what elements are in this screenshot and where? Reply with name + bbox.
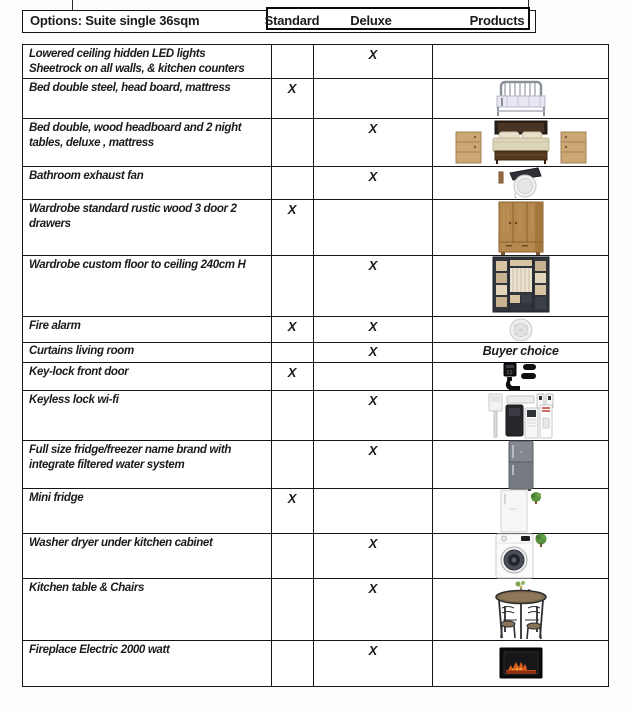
fridge-freezer-image	[508, 440, 534, 492]
eco-plant-icon	[530, 492, 540, 504]
crop-artifact-line	[72, 0, 73, 10]
standard-mark	[272, 256, 314, 316]
deluxe-mark: X	[314, 167, 434, 199]
table-row	[23, 119, 608, 167]
standard-mark	[272, 167, 314, 199]
standard-mark	[272, 45, 314, 78]
standard-mark: X	[272, 363, 314, 390]
feature-label: Wardrobe custom floor to ceiling 240cm H	[23, 256, 272, 316]
product-cell	[433, 45, 608, 78]
buyer-choice-note: Buyer choice	[482, 344, 559, 358]
product-cell	[433, 119, 608, 166]
deluxe-mark: X	[314, 579, 434, 640]
product-cell	[433, 534, 608, 578]
page-title: Options: Suite single 36sqm	[30, 13, 200, 28]
table-row	[23, 534, 608, 579]
custom-fabric-wardrobe-image	[492, 256, 550, 314]
standard-mark	[272, 391, 314, 440]
feature-label: Fire alarm	[23, 317, 272, 342]
deluxe-mark	[314, 79, 434, 118]
product-cell	[433, 391, 608, 440]
bed-double-steel-image	[494, 80, 548, 118]
product-cell	[433, 489, 608, 533]
deluxe-mark: X	[314, 534, 434, 578]
deluxe-mark: X	[314, 256, 434, 316]
feature-label: Washer dryer under kitchen cabinet	[23, 534, 272, 578]
column-header-deluxe: Deluxe	[350, 13, 392, 28]
product-cell	[433, 317, 608, 342]
standard-mark	[272, 119, 314, 166]
table-row	[23, 200, 608, 256]
product-cell	[433, 579, 608, 640]
feature-label: Full size fridge/freezer name brand with integrate filtered water system	[23, 441, 272, 488]
feature-label: Bathroom exhaust fan	[23, 167, 272, 199]
column-header-standard: Standard	[264, 13, 320, 28]
deluxe-mark: X	[314, 391, 434, 440]
smoke-detector-image	[508, 318, 534, 343]
table-row	[23, 343, 608, 363]
standard-mark	[272, 641, 314, 686]
deluxe-mark	[314, 363, 434, 390]
standard-mark	[272, 534, 314, 578]
product-cell	[433, 363, 608, 390]
feature-label: Curtains living room	[23, 343, 272, 362]
feature-label: Bed double steel, head board, mattress	[23, 79, 272, 118]
kitchen-table-chairs-image	[493, 580, 549, 642]
table-row	[23, 167, 608, 200]
deluxe-mark: X	[314, 317, 434, 342]
washer-dryer-image	[494, 530, 548, 580]
standard-mark	[272, 579, 314, 640]
table-row	[23, 489, 608, 534]
feature-label: Kitchen table & Chairs	[23, 579, 272, 640]
feature-label: Bed double, wood headboard and 2 night tables, deluxe , mattress	[23, 119, 272, 166]
table-row	[23, 579, 608, 641]
table-row	[23, 45, 608, 79]
deluxe-mark: X	[314, 45, 434, 78]
table-row	[23, 391, 608, 441]
feature-label: Wardrobe standard rustic wood 3 door 2 drawers	[23, 200, 272, 255]
feature-label: Keyless lock wi-fi	[23, 391, 272, 440]
mini-fridge-image	[497, 489, 545, 534]
product-cell	[433, 441, 608, 488]
options-table	[22, 44, 609, 687]
eco-plant-icon	[535, 534, 546, 548]
standard-mark	[272, 441, 314, 488]
product-cell	[433, 343, 608, 362]
standard-mark	[272, 343, 314, 362]
feature-label: Mini fridge	[23, 489, 272, 533]
product-cell	[433, 256, 608, 316]
bed-double-wood-image	[455, 120, 587, 166]
deluxe-mark: X	[314, 119, 434, 166]
product-cell	[433, 167, 608, 199]
rustic-wood-wardrobe-image	[498, 201, 544, 256]
deluxe-mark	[314, 489, 434, 533]
deluxe-mark: X	[314, 641, 434, 686]
keyless-smart-locks-image	[488, 392, 554, 440]
column-header-products: Products	[469, 13, 525, 28]
bathroom-exhaust-fan-image	[498, 167, 544, 199]
standard-mark: X	[272, 489, 314, 533]
table-row	[23, 441, 608, 489]
deluxe-mark: X	[314, 343, 434, 362]
table-row	[23, 641, 608, 686]
feature-label: Key-lock front door	[23, 363, 272, 390]
deluxe-mark: X	[314, 441, 434, 488]
standard-mark: X	[272, 317, 314, 342]
feature-label: Fireplace Electric 2000 watt	[23, 641, 272, 686]
table-row	[23, 363, 608, 391]
key-lock-hardware-image	[501, 362, 541, 394]
product-cell	[433, 200, 608, 255]
table-row	[23, 79, 608, 119]
table-row	[23, 256, 608, 317]
product-cell	[433, 79, 608, 118]
electric-fireplace-image	[499, 647, 543, 681]
deluxe-mark	[314, 200, 434, 255]
product-cell	[433, 641, 608, 686]
table-row	[23, 317, 608, 343]
standard-mark: X	[272, 200, 314, 255]
feature-label: Lowered ceiling hidden LED lights Sheetrock on all walls, & kitchen counters	[23, 45, 272, 78]
standard-mark: X	[272, 79, 314, 118]
